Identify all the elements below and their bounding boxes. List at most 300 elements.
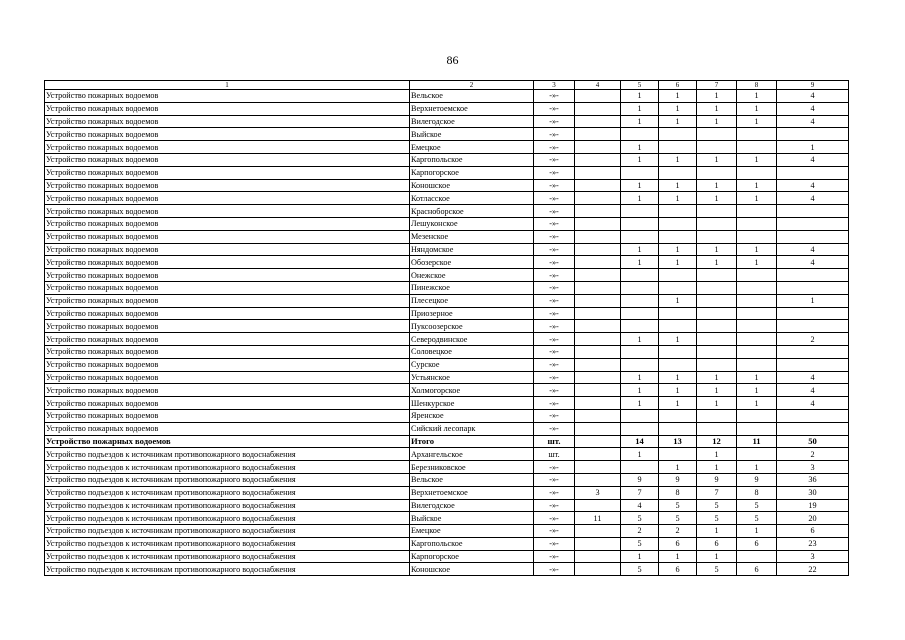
value-cell: 5 (697, 512, 737, 525)
total-cell (777, 409, 849, 422)
value-cell: 8 (737, 486, 777, 499)
value-cell: 5 (621, 537, 659, 550)
value-cell (575, 141, 621, 154)
value-cell: 1 (621, 141, 659, 154)
value-cell (575, 217, 621, 230)
value-cell: 1 (621, 333, 659, 346)
page-number: 86 (446, 53, 459, 67)
value-cell: 1 (659, 294, 697, 307)
value-cell: 6 (697, 537, 737, 550)
unit-cell: -»- (534, 499, 575, 512)
unit-cell: -»- (534, 563, 575, 576)
total-cell: 4 (777, 153, 849, 166)
work-type-cell: Устройство пожарных водоемов (45, 243, 410, 256)
value-cell: 14 (621, 435, 659, 448)
work-type-cell: Устройство пожарных водоемов (45, 384, 410, 397)
total-cell: 36 (777, 473, 849, 486)
table-row (45, 397, 849, 410)
value-cell (621, 128, 659, 141)
value-cell: 1 (621, 243, 659, 256)
table-row (45, 90, 849, 103)
value-cell: 1 (697, 90, 737, 103)
value-cell (737, 409, 777, 422)
total-cell: 1 (777, 141, 849, 154)
value-cell (659, 358, 697, 371)
forestry-cell: Сурское (410, 358, 534, 371)
column-number: 3 (534, 81, 575, 90)
forestry-cell: Емецкое (410, 525, 534, 538)
forestry-cell: Выйское (410, 128, 534, 141)
work-type-cell: Устройство подъездов к источникам противопожарного водоснабжения (45, 499, 410, 512)
value-cell (575, 115, 621, 128)
unit-cell: -»- (534, 217, 575, 230)
unit-cell: -»- (534, 384, 575, 397)
value-cell: 1 (659, 102, 697, 115)
value-cell (621, 269, 659, 282)
value-cell: 9 (697, 473, 737, 486)
unit-cell: -»- (534, 230, 575, 243)
table-row (45, 422, 849, 435)
forestry-cell: Вилегодское (410, 115, 534, 128)
forestry-cell: Верхнетоемское (410, 102, 534, 115)
value-cell (659, 217, 697, 230)
value-cell: 1 (737, 115, 777, 128)
column-number: 2 (410, 81, 534, 90)
value-cell: 1 (621, 153, 659, 166)
value-cell: 1 (659, 461, 697, 474)
value-cell (575, 563, 621, 576)
total-cell (777, 358, 849, 371)
value-cell (575, 179, 621, 192)
table-row (45, 320, 849, 333)
value-cell (737, 128, 777, 141)
unit-cell: шт. (534, 435, 575, 448)
value-cell (621, 281, 659, 294)
value-cell (621, 166, 659, 179)
value-cell: 1 (621, 90, 659, 103)
total-cell: 3 (777, 550, 849, 563)
work-type-cell: Устройство пожарных водоемов (45, 409, 410, 422)
table-row (45, 525, 849, 538)
value-cell (575, 243, 621, 256)
value-cell (575, 153, 621, 166)
table-row (45, 473, 849, 486)
value-cell: 1 (737, 153, 777, 166)
value-cell: 1 (659, 90, 697, 103)
work-type-cell: Устройство пожарных водоемов (45, 217, 410, 230)
forestry-cell: Устьянское (410, 371, 534, 384)
value-cell (575, 205, 621, 218)
unit-cell: -»- (534, 358, 575, 371)
value-cell: 1 (621, 115, 659, 128)
value-cell (575, 230, 621, 243)
table-row (45, 269, 849, 282)
value-cell: 5 (659, 512, 697, 525)
total-cell: 4 (777, 371, 849, 384)
value-cell (697, 205, 737, 218)
value-cell: 5 (621, 563, 659, 576)
value-cell (621, 205, 659, 218)
work-type-cell: Устройство пожарных водоемов (45, 115, 410, 128)
total-cell (777, 345, 849, 358)
value-cell: 1 (659, 192, 697, 205)
forestry-cell: Онежское (410, 269, 534, 282)
work-type-cell: Устройство пожарных водоемов (45, 179, 410, 192)
value-cell (737, 320, 777, 333)
work-type-cell: Устройство пожарных водоемов (45, 345, 410, 358)
value-cell: 1 (697, 525, 737, 538)
value-cell (575, 384, 621, 397)
forestry-cell: Соловецкое (410, 345, 534, 358)
value-cell (697, 217, 737, 230)
value-cell: 1 (697, 448, 737, 461)
unit-cell: -»- (534, 320, 575, 333)
table-row (45, 550, 849, 563)
value-cell: 11 (737, 435, 777, 448)
value-cell (575, 473, 621, 486)
unit-cell: -»- (534, 243, 575, 256)
work-type-cell: Устройство подъездов к источникам противопожарного водоснабжения (45, 461, 410, 474)
unit-cell: -»- (534, 550, 575, 563)
value-cell (697, 230, 737, 243)
unit-cell: -»- (534, 128, 575, 141)
value-cell: 1 (659, 333, 697, 346)
value-cell: 7 (621, 486, 659, 499)
value-cell: 1 (697, 550, 737, 563)
value-cell: 1 (621, 102, 659, 115)
value-cell (737, 294, 777, 307)
table-row (45, 243, 849, 256)
value-cell (621, 217, 659, 230)
forestry-cell: Обозерское (410, 256, 534, 269)
value-cell (697, 307, 737, 320)
value-cell (697, 358, 737, 371)
work-type-cell: Устройство подъездов к источникам противопожарного водоснабжения (45, 473, 410, 486)
total-cell: 4 (777, 115, 849, 128)
total-cell: 23 (777, 537, 849, 550)
table-row (45, 205, 849, 218)
value-cell (659, 320, 697, 333)
value-cell (621, 409, 659, 422)
total-cell: 30 (777, 486, 849, 499)
table-row (45, 537, 849, 550)
value-cell: 1 (621, 550, 659, 563)
forestry-cell: Шенкурское (410, 397, 534, 410)
total-cell: 1 (777, 294, 849, 307)
value-cell: 1 (737, 525, 777, 538)
value-cell (737, 422, 777, 435)
value-cell (575, 345, 621, 358)
work-type-cell: Устройство пожарных водоемов (45, 230, 410, 243)
value-cell (697, 333, 737, 346)
value-cell (737, 205, 777, 218)
value-cell (575, 550, 621, 563)
work-type-cell: Устройство подъездов к источникам противопожарного водоснабжения (45, 525, 410, 538)
forestry-cell: Сийский лесопарк (410, 422, 534, 435)
value-cell (575, 192, 621, 205)
total-cell: 2 (777, 448, 849, 461)
value-cell (575, 102, 621, 115)
value-cell: 1 (737, 461, 777, 474)
value-cell (575, 525, 621, 538)
unit-cell: -»- (534, 461, 575, 474)
unit-cell: -»- (534, 281, 575, 294)
value-cell (575, 499, 621, 512)
value-cell: 1 (659, 550, 697, 563)
value-cell: 1 (659, 115, 697, 128)
forestry-cell: Выйское (410, 512, 534, 525)
work-type-cell: Устройство пожарных водоемов (45, 166, 410, 179)
total-cell (777, 281, 849, 294)
value-cell (575, 281, 621, 294)
value-cell (697, 281, 737, 294)
value-cell (621, 307, 659, 320)
value-cell (659, 128, 697, 141)
value-cell: 1 (621, 256, 659, 269)
work-type-cell: Устройство пожарных водоемов (45, 358, 410, 371)
forestry-cell: Плесецкое (410, 294, 534, 307)
forestry-cell: Лешуконское (410, 217, 534, 230)
unit-cell: -»- (534, 141, 575, 154)
value-cell (575, 256, 621, 269)
value-cell (575, 422, 621, 435)
unit-cell: -»- (534, 486, 575, 499)
work-type-cell: Устройство пожарных водоемов (45, 320, 410, 333)
value-cell: 1 (659, 384, 697, 397)
value-cell: 1 (659, 179, 697, 192)
value-cell (575, 397, 621, 410)
forestry-cell: Красноборское (410, 205, 534, 218)
value-cell (621, 345, 659, 358)
total-cell: 4 (777, 179, 849, 192)
value-cell (737, 345, 777, 358)
value-cell (697, 345, 737, 358)
value-cell: 1 (697, 153, 737, 166)
total-cell: 50 (777, 435, 849, 448)
unit-cell: -»- (534, 512, 575, 525)
unit-cell: -»- (534, 205, 575, 218)
table-row (45, 461, 849, 474)
unit-cell: шт. (534, 448, 575, 461)
work-type-cell: Устройство пожарных водоемов (45, 281, 410, 294)
table-row (45, 102, 849, 115)
table-row (45, 448, 849, 461)
work-type-cell: Устройство подъездов к источникам противопожарного водоснабжения (45, 563, 410, 576)
value-cell: 2 (621, 525, 659, 538)
value-cell: 1 (697, 192, 737, 205)
value-cell (621, 320, 659, 333)
table-row (45, 153, 849, 166)
value-cell (737, 358, 777, 371)
value-cell (697, 128, 737, 141)
forestry-cell: Няндомское (410, 243, 534, 256)
value-cell: 1 (737, 243, 777, 256)
unit-cell: -»- (534, 179, 575, 192)
column-number: 9 (777, 81, 849, 90)
value-cell: 1 (659, 397, 697, 410)
value-cell (575, 537, 621, 550)
work-type-cell: Устройство пожарных водоемов (45, 333, 410, 346)
forestry-cell: Верхнетоемское (410, 486, 534, 499)
total-cell: 4 (777, 192, 849, 205)
value-cell: 1 (737, 397, 777, 410)
forestry-cell: Приозерное (410, 307, 534, 320)
forestry-cell: Пуксоозерское (410, 320, 534, 333)
value-cell (659, 409, 697, 422)
table-row (45, 435, 849, 448)
unit-cell: -»- (534, 90, 575, 103)
unit-cell: -»- (534, 256, 575, 269)
work-type-cell: Устройство подъездов к источникам противопожарного водоснабжения (45, 448, 410, 461)
value-cell: 1 (697, 256, 737, 269)
unit-cell: -»- (534, 153, 575, 166)
value-cell (575, 294, 621, 307)
value-cell (575, 333, 621, 346)
value-cell (575, 320, 621, 333)
value-cell (621, 230, 659, 243)
table-row (45, 345, 849, 358)
work-type-cell: Устройство подъездов к источникам противопожарного водоснабжения (45, 537, 410, 550)
table-row (45, 563, 849, 576)
value-cell: 13 (659, 435, 697, 448)
total-cell: 2 (777, 333, 849, 346)
table-row (45, 192, 849, 205)
work-type-cell: Устройство пожарных водоемов (45, 205, 410, 218)
value-cell: 1 (697, 384, 737, 397)
value-cell: 1 (737, 90, 777, 103)
forestry-cell: Емецкое (410, 141, 534, 154)
forestry-cell: Котласское (410, 192, 534, 205)
value-cell: 1 (621, 397, 659, 410)
value-cell (697, 294, 737, 307)
value-cell (659, 448, 697, 461)
value-cell (737, 269, 777, 282)
value-cell: 6 (659, 563, 697, 576)
unit-cell: -»- (534, 345, 575, 358)
total-cell (777, 166, 849, 179)
value-cell: 11 (575, 512, 621, 525)
unit-cell: -»- (534, 333, 575, 346)
value-cell: 1 (659, 256, 697, 269)
total-cell: 22 (777, 563, 849, 576)
work-type-cell: Устройство подъездов к источникам противопожарного водоснабжения (45, 512, 410, 525)
forestry-cell: Холмогорское (410, 384, 534, 397)
work-type-cell: Устройство пожарных водоемов (45, 422, 410, 435)
value-cell (737, 333, 777, 346)
value-cell: 2 (659, 525, 697, 538)
value-cell (737, 307, 777, 320)
value-cell: 6 (737, 563, 777, 576)
value-cell (575, 371, 621, 384)
value-cell (697, 269, 737, 282)
value-cell (737, 281, 777, 294)
value-cell (659, 230, 697, 243)
value-cell (575, 166, 621, 179)
unit-cell: -»- (534, 115, 575, 128)
total-cell: 6 (777, 525, 849, 538)
forestry-cell: Пинежское (410, 281, 534, 294)
value-cell (621, 461, 659, 474)
value-cell: 1 (697, 243, 737, 256)
total-cell (777, 205, 849, 218)
value-cell: 1 (659, 371, 697, 384)
data-table (44, 80, 849, 576)
forestry-cell: Каргопольское (410, 537, 534, 550)
value-cell: 6 (737, 537, 777, 550)
table-row (45, 486, 849, 499)
table-row (45, 281, 849, 294)
forestry-cell: Вельское (410, 90, 534, 103)
value-cell (697, 141, 737, 154)
total-cell (777, 230, 849, 243)
value-cell (575, 90, 621, 103)
value-cell: 12 (697, 435, 737, 448)
table-row (45, 141, 849, 154)
work-type-cell: Устройство пожарных водоемов (45, 294, 410, 307)
unit-cell: -»- (534, 473, 575, 486)
total-cell: 4 (777, 243, 849, 256)
forestry-cell: Мезенское (410, 230, 534, 243)
forestry-cell: Вилегодское (410, 499, 534, 512)
value-cell (737, 550, 777, 563)
total-cell: 4 (777, 90, 849, 103)
table-row (45, 409, 849, 422)
work-type-cell: Устройство пожарных водоемов (45, 102, 410, 115)
forestry-cell: Каргопольское (410, 153, 534, 166)
total-cell (777, 422, 849, 435)
table-row (45, 499, 849, 512)
column-number: 8 (737, 81, 777, 90)
work-type-cell: Устройство пожарных водоемов (45, 141, 410, 154)
total-cell (777, 307, 849, 320)
forestry-cell: Архангельское (410, 448, 534, 461)
unit-cell: -»- (534, 166, 575, 179)
value-cell: 1 (737, 102, 777, 115)
total-cell: 3 (777, 461, 849, 474)
value-cell (697, 166, 737, 179)
value-cell (575, 307, 621, 320)
value-cell: 5 (697, 563, 737, 576)
value-cell (659, 166, 697, 179)
forestry-cell: Яренское (410, 409, 534, 422)
value-cell (659, 345, 697, 358)
work-type-cell: Устройство пожарных водоемов (45, 269, 410, 282)
table-row (45, 128, 849, 141)
value-cell: 1 (621, 448, 659, 461)
table-row (45, 179, 849, 192)
value-cell: 1 (697, 397, 737, 410)
value-cell (621, 294, 659, 307)
value-cell: 1 (697, 371, 737, 384)
value-cell (737, 230, 777, 243)
total-cell: 20 (777, 512, 849, 525)
unit-cell: -»- (534, 371, 575, 384)
value-cell: 1 (697, 461, 737, 474)
table-row (45, 358, 849, 371)
forestry-cell: Коношское (410, 563, 534, 576)
value-cell: 5 (659, 499, 697, 512)
unit-cell: -»- (534, 397, 575, 410)
unit-cell: -»- (534, 537, 575, 550)
unit-cell: -»- (534, 269, 575, 282)
forestry-cell: Северодвинское (410, 333, 534, 346)
total-cell: 4 (777, 384, 849, 397)
value-cell: 1 (737, 179, 777, 192)
table-row (45, 256, 849, 269)
unit-cell: -»- (534, 102, 575, 115)
table-row (45, 166, 849, 179)
total-cell: 4 (777, 102, 849, 115)
